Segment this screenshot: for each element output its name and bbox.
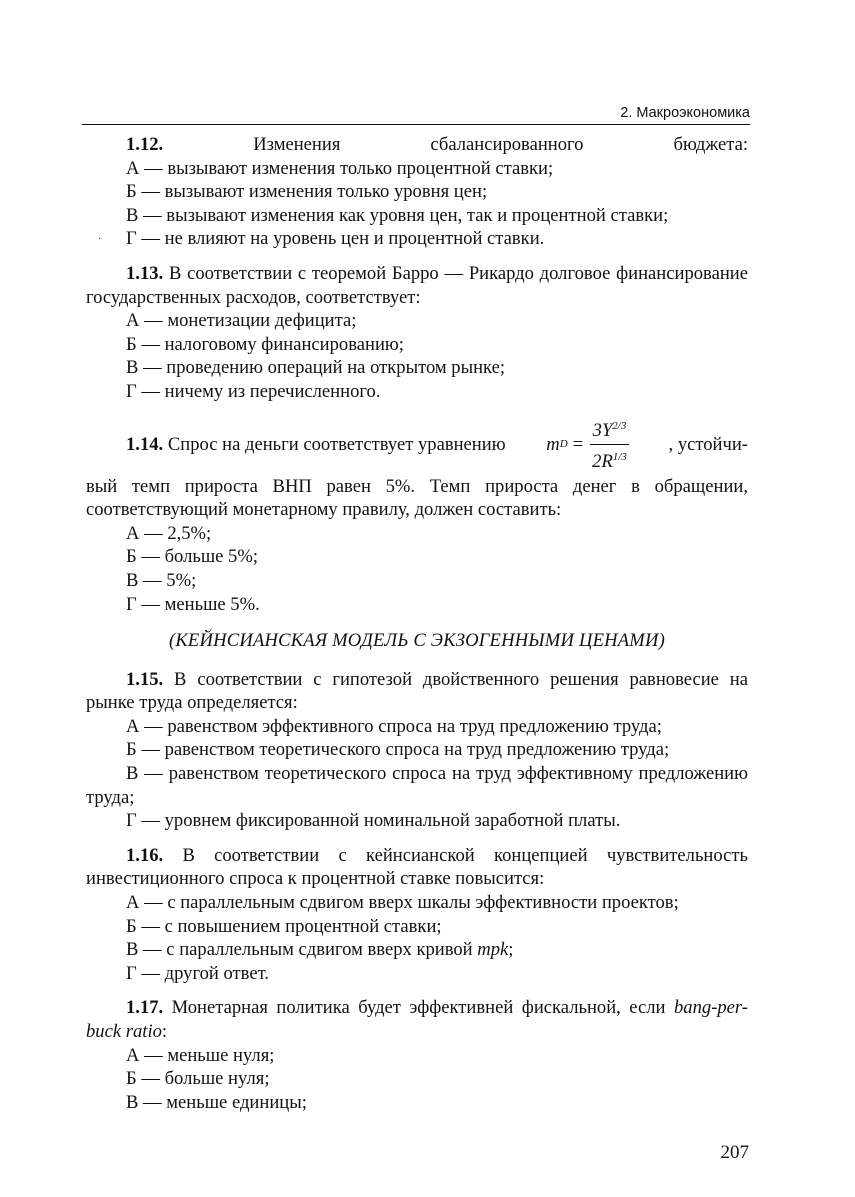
answer-option: А — равенством эффективного спроса на труд предложению труда;	[126, 715, 662, 737]
question-1-16	[86, 844, 748, 986]
money-demand-formula	[546, 415, 630, 474]
question-number: 1.12.	[126, 134, 164, 155]
option-text: В — с параллельным сдвигом вверх кривой	[126, 939, 478, 961]
question-text: В соответствии с гипотезой двойственного решения равновесие на рынке труда определяется:	[86, 668, 748, 714]
question-1-17	[86, 996, 748, 1114]
question-stem	[86, 668, 748, 715]
numerator-text: 3Y	[592, 420, 613, 442]
question-lead	[126, 433, 506, 457]
answer-option: Б — больше нуля;	[126, 1068, 270, 1090]
header-rule	[82, 124, 750, 125]
answer-option: Б — с повышением процентной ставки;	[126, 915, 442, 937]
denominator-sup: 1/3	[612, 451, 627, 464]
answer-option: Б — равенством теоретического спроса на труд предложению труда;	[126, 739, 670, 761]
answer-option: Г — не влияют на уровень цен и процентной ставки.	[126, 228, 545, 250]
answer-option: Г — другой ответ.	[126, 962, 269, 984]
answer-option: Б — больше 5%;	[126, 546, 259, 568]
question-1-14	[86, 415, 748, 617]
denominator-text: 2R	[592, 451, 613, 473]
answer-option: А — монетизации дефицита;	[126, 310, 357, 332]
answer-option: Г — уровнем фиксированной номинальной заработной платы.	[126, 810, 621, 832]
question-text: Изменения сбалансированного бюджета:	[163, 134, 748, 155]
answer-option: Г — ничему из перечисленного.	[126, 380, 381, 402]
answer-option: В — проведению операций на открытом рынке;	[126, 357, 506, 379]
formula-numerator	[590, 415, 630, 445]
question-text: Монетарная политика будет эффективней фискальной, если	[163, 997, 674, 1019]
question-text: В соответствии с теоремой Барро — Рикардо долговое финансирование государственных расходов, соответствует:	[86, 262, 748, 308]
question-italic-term: bang-per-buck ratio	[86, 997, 748, 1042]
question-stem	[86, 262, 748, 309]
answer-option: В — вызывают изменения как уровня цен, так и процентной ставки;	[126, 204, 669, 226]
answer-option: А — с параллельным сдвигом вверх шкалы эффективности проектов;	[126, 892, 679, 914]
numerator-sup: 2/3	[612, 420, 627, 433]
question-number: 1.14.	[126, 433, 164, 455]
question-text-end: :	[161, 1021, 168, 1042]
answer-option: В — меньше единицы;	[126, 1091, 307, 1113]
question-1-12	[86, 133, 748, 251]
question-number: 1.13.	[126, 262, 164, 284]
running-head: 2. Макроэкономика	[620, 105, 750, 121]
question-stem	[86, 844, 748, 891]
question-number: 1.15.	[126, 668, 164, 690]
option-italic-term: mpk	[477, 939, 509, 961]
answer-option: А — меньше нуля;	[126, 1044, 275, 1066]
formula-denominator	[589, 445, 630, 474]
answer-option: А — 2,5%;	[126, 522, 212, 544]
section-title: (КЕЙНСИАНСКАЯ МОДЕЛЬ С ЭКЗОГЕННЫМИ ЦЕНАМИ)	[168, 630, 666, 652]
question-stem	[86, 133, 748, 157]
answer-option: Г — меньше 5%.	[126, 593, 260, 615]
question-1-13	[86, 262, 748, 404]
answer-option	[86, 938, 748, 962]
formula-fraction	[589, 415, 630, 474]
answer-option: Б — налоговому финансированию;	[126, 333, 404, 355]
formula-equals: =	[572, 433, 584, 455]
answer-option: Б — вызывают изменения только уровня цен;	[126, 181, 488, 203]
answer-option: В — равенством теоретического спроса на труд эффективному предложению труда;	[86, 763, 748, 808]
question-number: 1.17.	[126, 997, 164, 1019]
question-stem	[86, 996, 748, 1043]
question-number: 1.16.	[126, 844, 164, 866]
question-text: В соответствии с кейнсианской концепцией чувствительность инвестиционного спроса к процентной ставке повысится:	[86, 844, 748, 890]
page-number: 207	[720, 1142, 749, 1163]
question-text: Спрос на деньги соответствует уравнению	[163, 433, 506, 455]
question-text-after: , устойчи-	[668, 433, 748, 455]
formula-lhs-sup: D	[559, 437, 568, 450]
question-1-15	[86, 668, 748, 833]
answer-option: В — 5%;	[126, 569, 197, 591]
answer-option: А — вызывают изменения только процентной ставки;	[126, 157, 554, 179]
question-text-rest: вый темп прироста ВНП равен 5%. Темп прироста денег в обращении, соответствующий монетарному правилу, должен составить:	[86, 475, 748, 521]
option-text-end: ;	[508, 939, 514, 961]
question-stem-line	[86, 415, 748, 475]
page-body	[86, 133, 748, 1125]
stray-mark: ·	[98, 234, 102, 245]
formula-lhs: m	[546, 433, 560, 455]
